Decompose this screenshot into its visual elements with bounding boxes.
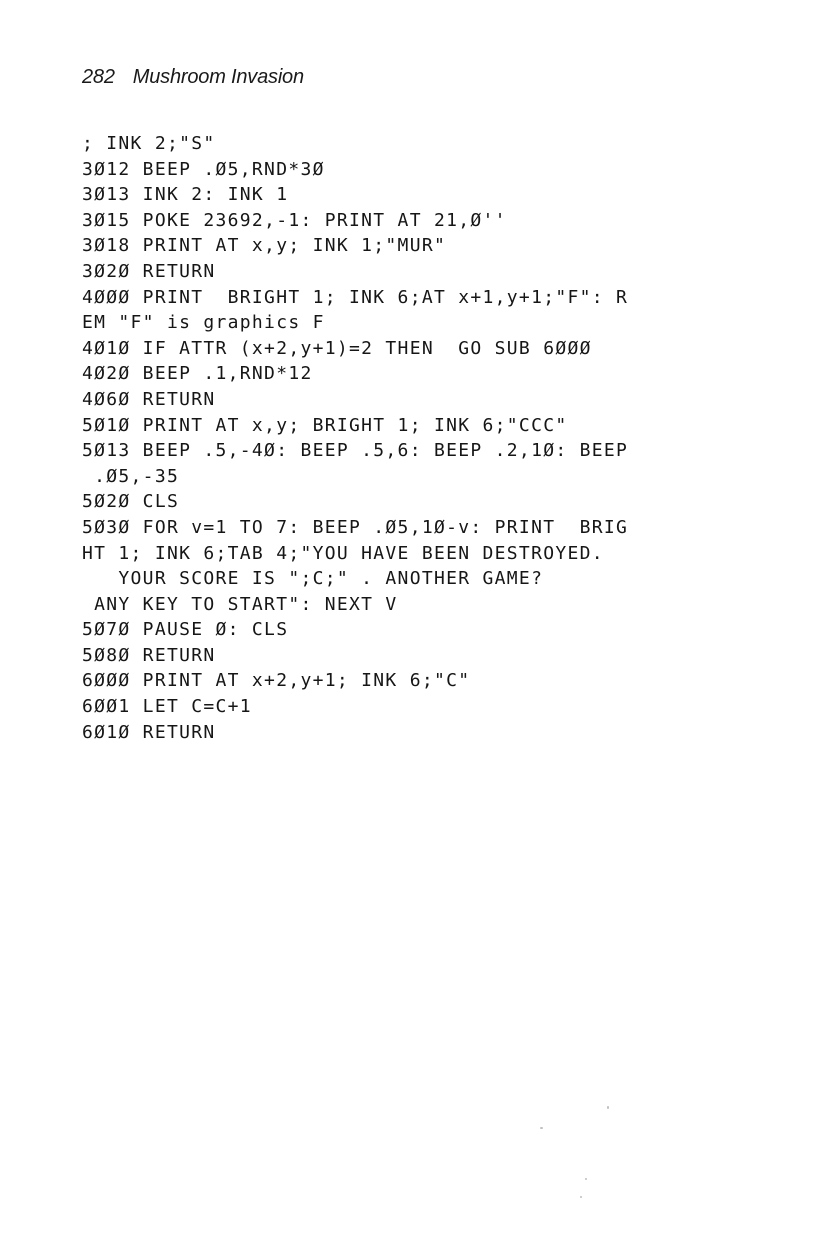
chapter-title: Mushroom Invasion [132, 66, 304, 88]
code-line: EM "F" is graphics F [82, 312, 325, 334]
page-number: 282 [82, 66, 115, 88]
code-line: YOUR SCORE IS ";C;" . ANOTHER GAME? [82, 568, 544, 590]
code-line: 3Ø13 INK 2: INK 1 [82, 184, 289, 206]
code-line: 4Ø6Ø RETURN [82, 388, 216, 410]
code-line: 5Ø2Ø CLS [82, 491, 180, 513]
code-line: 4Ø1Ø IF ATTR (x+2,y+1)=2 THEN GO SUB 6ØØØ [82, 337, 592, 359]
code-line: 3Ø15 POKE 23692,-1: PRINT AT 21,Ø'' [82, 209, 507, 231]
code-line: 5Ø7Ø PAUSE Ø: CLS [82, 619, 289, 641]
code-line: HT 1; INK 6;TAB 4;"YOU HAVE BEEN DESTROYED. [82, 542, 604, 564]
code-line: .Ø5,-35 [82, 465, 180, 487]
code-line: 5Ø13 BEEP .5,-4Ø: BEEP .5,6: BEEP .2,1Ø: BEEP [82, 440, 629, 462]
paper-speck [580, 1196, 582, 1198]
code-line: 5Ø8Ø RETURN [82, 644, 216, 666]
code-line: 6ØØØ PRINT AT x+2,y+1; INK 6;"C" [82, 670, 471, 692]
code-line: ANY KEY TO START": NEXT V [82, 593, 398, 615]
code-line: ; INK 2;"S" [82, 133, 216, 154]
code-line: 6Ø1Ø RETURN [82, 721, 216, 743]
paper-speck [585, 1178, 587, 1180]
code-line: 5Ø1Ø PRINT AT x,y; BRIGHT 1; INK 6;"CCC" [82, 414, 568, 436]
code-line: 3Ø2Ø RETURN [82, 260, 216, 282]
code-listing [82, 131, 628, 745]
code-line: 3Ø18 PRINT AT x,y; INK 1;"MUR" [82, 235, 447, 257]
page-header [82, 66, 304, 89]
paper-speck [540, 1127, 543, 1129]
code-line: 5Ø3Ø FOR v=1 TO 7: BEEP .Ø5,1Ø-v: PRINT BRIG [82, 516, 629, 538]
code-line: 3Ø12 BEEP .Ø5,RND*3Ø [82, 158, 325, 180]
code-line: 4ØØØ PRINT BRIGHT 1; INK 6;AT x+1,y+1;"F": R [82, 286, 629, 308]
code-line: 4Ø2Ø BEEP .1,RND*12 [82, 363, 313, 385]
code-line: 6ØØ1 LET C=C+1 [82, 696, 252, 718]
paper-speck [607, 1106, 609, 1109]
